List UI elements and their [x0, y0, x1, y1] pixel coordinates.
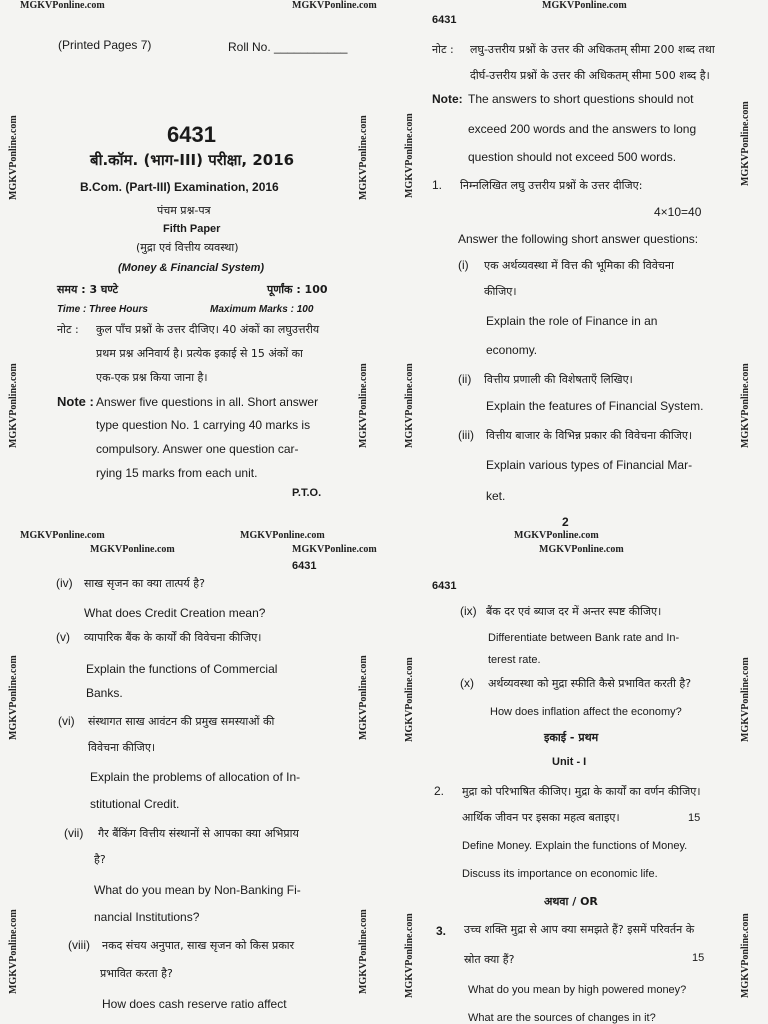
item-english: economy. [486, 343, 538, 357]
item-english: What do you mean by Non-Banking Fi- [94, 883, 301, 897]
watermark: MGKVPonline.com [292, 544, 377, 555]
time-hindi: समय : 3 घण्टे [57, 283, 119, 296]
note-english-label: Note : [57, 394, 94, 409]
item-hindi: विवेचना कीजिए। [88, 741, 156, 754]
note-english-line: Answer five questions in all. Short answer [96, 395, 319, 409]
item-hindi: संस्थागत साख आवंटन की प्रमुख समस्याओं की [88, 715, 275, 728]
watermark-vertical: MGKVPonline.com [8, 909, 19, 994]
question-3-hindi: उच्च शक्ति मुद्रा से आप क्या समझते हैं? इसमें परिवर्तन के [464, 923, 695, 936]
note-english-line: rying 15 marks from each unit. [96, 466, 258, 480]
title-english: B.Com. (Part-III) Examination, 2016 [80, 180, 279, 194]
watermark: MGKVPonline.com [292, 0, 377, 11]
question-2-english: Define Money. Explain the functions of Money. [462, 840, 688, 852]
item-english: How does inflation affect the economy? [490, 706, 682, 718]
unit-heading-hindi: इकाई - प्रथम [544, 731, 599, 744]
item-english: What does Credit Creation mean? [84, 606, 266, 620]
item-english: Explain the functions of Commercial [86, 662, 278, 676]
watermark-vertical: MGKVPonline.com [8, 363, 19, 448]
watermark-vertical: MGKVPonline.com [740, 101, 751, 186]
paper-code: 6431 [432, 580, 457, 592]
roll-number-field: Roll No. ___________ [228, 40, 348, 54]
note-english-line: type question No. 1 carrying 40 marks is [96, 418, 311, 432]
question-number: 2. [434, 784, 445, 798]
title-hindi: बी.कॉम. (भाग-III) परीक्षा, 2016 [90, 151, 295, 169]
or-separator: अथवा / OR [544, 895, 598, 908]
note-english-label: Note: [432, 92, 463, 106]
item-hindi: एक अर्थव्यवस्था में वित्त की भूमिका की विवेचना [484, 259, 674, 272]
watermark-vertical: MGKVPonline.com [404, 913, 415, 998]
item-hindi: नकद संचय अनुपात, साख सृजन को किस प्रकार [102, 939, 295, 952]
note-english-line: compulsory. Answer one question car- [96, 442, 299, 456]
item-hindi: साख सृजन का क्या तात्पर्य है? [84, 577, 205, 590]
question-1-marks: 4×10=40 [654, 205, 702, 219]
note-hindi-line: कुल पाँच प्रश्नों के उत्तर दीजिए। 40 अंकों का लघुउत्तरीय [96, 323, 320, 336]
watermark-vertical: MGKVPonline.com [358, 363, 369, 448]
item-number: (iv) [56, 576, 73, 590]
item-english: stitutional Credit. [90, 797, 180, 811]
item-english: Explain the role of Finance in an [486, 314, 658, 328]
watermark: MGKVPonline.com [514, 530, 599, 541]
page-3-quadrant [0, 512, 384, 1024]
watermark-vertical: MGKVPonline.com [358, 909, 369, 994]
paper-english: Fifth Paper [163, 223, 221, 235]
item-hindi: है? [94, 853, 106, 866]
paper-code: 6431 [292, 560, 317, 572]
question-1-hindi: निम्नलिखित लघु उत्तरीय प्रश्नों के उत्तर दीजिए: [460, 179, 643, 192]
item-hindi: अर्थव्यवस्था को मुद्रा स्फीति कैसे प्रभावित करती है? [488, 677, 692, 690]
watermark: MGKVPonline.com [90, 544, 175, 555]
marks-hindi: पूर्णांक : 100 [267, 283, 328, 296]
note-hindi-line: प्रथम प्रश्न अनिवार्य है। प्रत्येक इकाई से 15 अंकों का [96, 347, 303, 360]
item-hindi: गैर बैंकिंग वित्तीय संस्थानों से आपका क्या अभिप्राय [98, 827, 299, 840]
note-hindi-line: लघु-उत्तरीय प्रश्नों के उत्तर की अधिकतम् सीमा 200 शब्द तथा [470, 43, 715, 56]
watermark-vertical: MGKVPonline.com [358, 115, 369, 200]
question-3-english: What do you mean by high powered money? [468, 984, 687, 996]
item-english: terest rate. [488, 654, 541, 666]
item-number: (x) [460, 676, 474, 690]
item-hindi: प्रभावित करता है? [100, 967, 173, 980]
question-number: 1. [432, 178, 443, 192]
question-1-english: Answer the following short answer questions: [458, 232, 699, 246]
item-hindi: वित्तीय प्रणाली की विशेषताएँ लिखिए। [484, 373, 633, 386]
page-number: 2 [562, 515, 569, 529]
watermark-vertical: MGKVPonline.com [740, 657, 751, 742]
item-number: (v) [56, 630, 70, 644]
watermark: MGKVPonline.com [539, 544, 624, 555]
time-english: Time : Three Hours [57, 304, 148, 315]
question-2-hindi: आर्थिक जीवन पर इसका महत्व बताइए। [462, 811, 620, 824]
page-2-quadrant [384, 0, 768, 512]
item-english: ket. [486, 489, 506, 503]
paper-code: 6431 [432, 14, 457, 26]
note-hindi-line: एक-एक प्रश्न किया जाना है। [96, 371, 208, 384]
page-1-quadrant [0, 0, 384, 512]
item-number: (vi) [58, 714, 75, 728]
question-3-hindi: स्रोत क्या हैं? [464, 953, 515, 966]
item-english: Banks. [86, 686, 123, 700]
item-english: Explain the features of Financial System. [486, 399, 704, 413]
question-2-english: Discuss its importance on economic life. [462, 868, 658, 880]
item-number: (viii) [68, 938, 90, 952]
note-hindi-line: दीर्घ-उत्तरीय प्रश्नों के उत्तर की अधिकतम् सीमा 500 शब्द है। [470, 69, 710, 82]
question-number: 3. [436, 924, 447, 938]
note-english-line: The answers to short questions should not [468, 92, 694, 106]
watermark-vertical: MGKVPonline.com [404, 363, 415, 448]
item-hindi: कीजिए। [484, 285, 517, 298]
paper-hindi: पंचम प्रश्न-पत्र [157, 204, 211, 217]
subject-hindi: (मुद्रा एवं वित्तीय व्यवस्था) [136, 241, 239, 254]
question-2-hindi: मुद्रा को परिभाषित कीजिए। मुद्रा के कार्यों का वर्णन कीजिए। [462, 785, 701, 798]
unit-heading-english: Unit - I [552, 756, 587, 768]
watermark-vertical: MGKVPonline.com [740, 363, 751, 448]
question-3-english: What are the sources of changes in it? [468, 1012, 656, 1024]
watermark: MGKVPonline.com [542, 0, 627, 11]
item-english: Explain various types of Financial Mar- [486, 458, 693, 472]
watermark-vertical: MGKVPonline.com [404, 113, 415, 198]
item-hindi: व्यापारिक बैंक के कार्यों की विवेचना कीजिए। [84, 631, 262, 644]
watermark-vertical: MGKVPonline.com [740, 913, 751, 998]
note-english-line: exceed 200 words and the answers to long [468, 122, 697, 136]
watermark-vertical: MGKVPonline.com [8, 115, 19, 200]
item-number: (ix) [460, 604, 477, 618]
marks-english: Maximum Marks : 100 [210, 304, 314, 315]
paper-code: 6431 [167, 122, 216, 147]
item-english: nancial Institutions? [94, 910, 200, 924]
pto-label: P.T.O. [292, 487, 322, 499]
subject-english: (Money & Financial System) [118, 262, 265, 274]
watermark: MGKVPonline.com [20, 530, 105, 541]
watermark-vertical: MGKVPonline.com [358, 655, 369, 740]
watermark: MGKVPonline.com [20, 0, 105, 11]
watermark-vertical: MGKVPonline.com [404, 657, 415, 742]
note-hindi-label: नोट : [432, 43, 454, 56]
question-3-marks: 15 [692, 952, 705, 964]
item-english: Explain the problems of allocation of In- [90, 770, 301, 784]
item-hindi: वित्तीय बाजार के विभिन्न प्रकार की विवेचना कीजिए। [486, 429, 693, 442]
page-4-quadrant [384, 512, 768, 1024]
item-number: (iii) [458, 428, 474, 442]
item-english: How does cash reserve ratio affect [102, 997, 287, 1011]
item-number: (i) [458, 258, 469, 272]
question-2-marks: 15 [688, 812, 701, 824]
item-number: (vii) [64, 826, 84, 840]
item-english: Differentiate between Bank rate and In- [488, 632, 680, 644]
item-hindi: बैंक दर एवं ब्याज दर में अन्तर स्पष्ट कीजिए। [486, 605, 662, 618]
watermark-vertical: MGKVPonline.com [8, 655, 19, 740]
printed-pages: (Printed Pages 7) [58, 38, 152, 52]
watermark: MGKVPonline.com [240, 530, 325, 541]
note-hindi-label: नोट : [57, 323, 79, 336]
note-english-line: question should not exceed 500 words. [468, 150, 677, 164]
item-number: (ii) [458, 372, 472, 386]
